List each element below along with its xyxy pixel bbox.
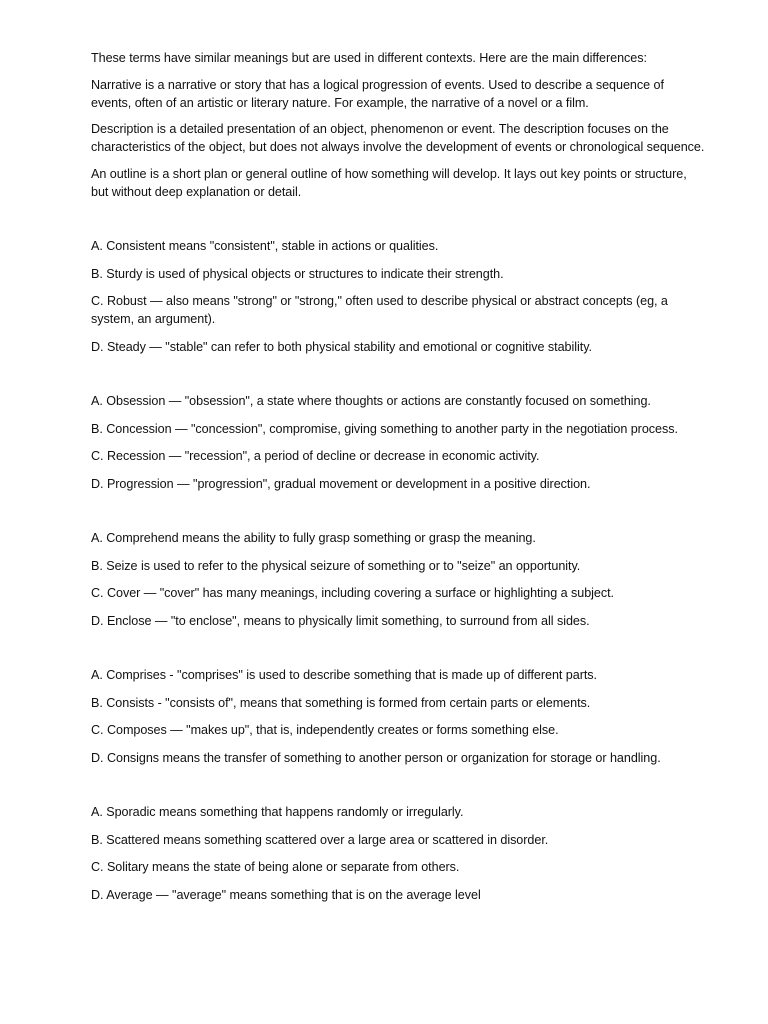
options-group-4 (91, 666, 706, 767)
option-item: D. Steady — "stable" can refer to both physical stability and emotional or cognitive stability. (91, 339, 592, 354)
options-group-2 (91, 392, 706, 493)
option-item: A. Consistent means "consistent", stable in actions or qualities. (91, 239, 439, 253)
option-item: B. Seize is used to refer to the physical seizure of something or to "seize" an opportunity. (91, 558, 581, 573)
option-item: D. Average — "average" means something that is on the average level (91, 887, 481, 902)
option-item: A. Comprehend means the ability to fully grasp something or grasp the meaning. (91, 531, 536, 545)
section-spacer (91, 365, 706, 392)
intro-paragraph: These terms have similar meanings but are used in different contexts. Here are the main differences: (91, 51, 647, 65)
option-item: C. Recession — "recession", a period of decline or decrease in economic activity. (91, 449, 540, 463)
section-spacer (91, 639, 706, 666)
intro-paragraph: An outline is a short plan or general outline of how something will develop. It lays out key points or structure, but without deep explanation or detail. (91, 166, 687, 199)
option-item: C. Composes — "makes up", that is, independently creates or forms something else. (91, 723, 559, 737)
option-item: B. Concession — "concession", compromise, giving something to another party in the negotiation process. (91, 421, 678, 436)
option-item: A. Sporadic means something that happens randomly or irregularly. (91, 805, 464, 819)
option-item: B. Consists - "consists of", means that something is formed from certain parts or elements. (91, 695, 591, 710)
option-item: C. Cover — "cover" has many meanings, including covering a surface or highlighting a subject. (91, 586, 614, 600)
intro-paragraph: Narrative is a narrative or story that has a logical progression of events. Used to describe a sequence of events, often of an artistic or literary nature. For example, the narrative of a novel or a film. (91, 77, 664, 110)
option-item: D. Progression — "progression", gradual movement or development in a positive direction. (91, 476, 591, 491)
intro-section (91, 49, 706, 201)
section-spacer (91, 776, 706, 803)
option-item: A. Obsession — "obsession", a state where thoughts or actions are constantly focused on something. (91, 394, 651, 408)
options-group-1 (91, 237, 706, 356)
section-spacer (91, 502, 706, 529)
option-item: B. Sturdy is used of physical objects or structures to indicate their strength. (91, 266, 504, 281)
option-item: C. Solitary means the state of being alone or separate from others. (91, 860, 460, 874)
section-spacer (91, 209, 706, 237)
option-item: D. Enclose — "to enclose", means to physically limit something, to surround from all sides. (91, 613, 590, 628)
options-group-5 (91, 803, 706, 904)
option-item: D. Consigns means the transfer of something to another person or organization for storage or handling. (91, 750, 661, 765)
options-group-3 (91, 529, 706, 630)
intro-paragraph: Description is a detailed presentation of an object, phenomenon or event. The description focuses on the characteristics of the object, but does not always involve the development of events or chronological sequence. (91, 122, 705, 154)
option-item: A. Comprises - "comprises" is used to describe something that is made up of different parts. (91, 668, 597, 682)
option-item: C. Robust — also means "strong" or "strong," often used to describe physical or abstract concepts (eg, a system, an argument). (91, 294, 668, 326)
option-item: B. Scattered means something scattered over a large area or scattered in disorder. (91, 832, 549, 847)
